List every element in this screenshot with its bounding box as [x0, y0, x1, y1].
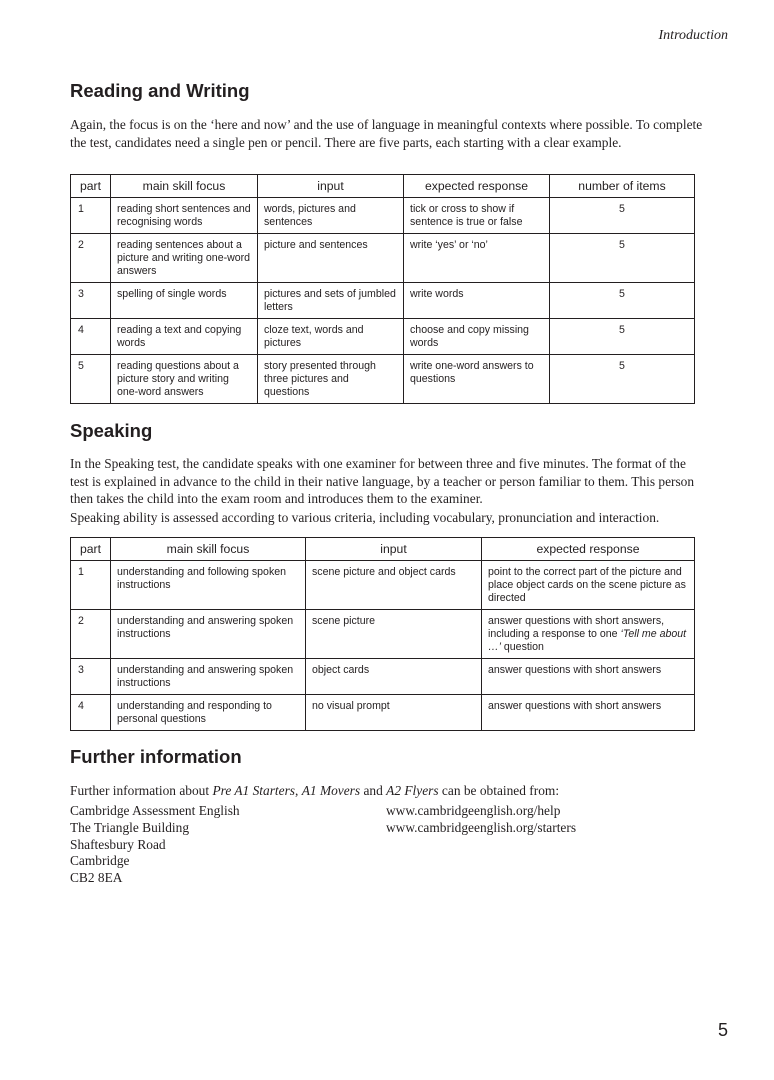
table-row	[71, 695, 695, 731]
table-row	[71, 610, 695, 659]
table-header-row	[71, 538, 695, 561]
cell-skill: reading sentences about a picture and writing one-word answers	[111, 234, 258, 283]
cell-part: 1	[71, 561, 111, 610]
cell-items: 5	[550, 319, 695, 355]
cell-part: 4	[71, 319, 111, 355]
further-intro-text: Further information about	[70, 783, 213, 798]
section-title-speaking: Speaking	[70, 420, 153, 441]
cell-skill: reading a text and copying words	[111, 319, 258, 355]
header-main-skill-focus: main skill focus	[111, 175, 258, 198]
section-title-further-information: Further information	[70, 746, 242, 767]
cell-part: 2	[71, 610, 111, 659]
exam-name-movers: A1 Movers	[301, 783, 361, 798]
table-row	[71, 198, 695, 234]
cell-part: 3	[71, 659, 111, 695]
cell-input: cloze text, words and pictures	[258, 319, 404, 355]
cell-response: write ‘yes’ or ‘no’	[404, 234, 550, 283]
cell-skill: understanding and following spoken instructions	[111, 561, 306, 610]
table-row	[71, 283, 695, 319]
page-number: 5	[717, 1020, 728, 1040]
cell-response: answer questions with short answers	[482, 659, 695, 695]
cell-part: 2	[71, 234, 111, 283]
header-expected-response: expected response	[482, 538, 695, 561]
address-line: The Triangle Building	[70, 819, 190, 835]
header-input: input	[306, 538, 482, 561]
cell-input: words, pictures and sentences	[258, 198, 404, 234]
table-row	[71, 319, 695, 355]
cell-skill: reading short sentences and recognising words	[111, 198, 258, 234]
table-row	[71, 355, 695, 404]
reading-writing-table	[70, 174, 695, 404]
table-row	[71, 561, 695, 610]
cell-items: 5	[550, 198, 695, 234]
cell-input: picture and sentences	[258, 234, 404, 283]
header-main-skill-focus: main skill focus	[111, 538, 306, 561]
further-intro	[70, 782, 706, 800]
cell-response: write one-word answers to questions	[404, 355, 550, 404]
response-text: answer questions with short answers, including a response to one	[488, 615, 665, 640]
help-link[interactable]: www.cambridgeenglish.org/help	[386, 803, 561, 818]
cell-input: no visual prompt	[306, 695, 482, 731]
speaking-intro: In the Speaking test, the candidate speaks with one examiner for between three and five minutes. The format of the test is explained in advance to the child in their native language, by a teacher or person familiar to them. This person then takes the child into the exam room and introduces them to the examiner.	[70, 456, 695, 507]
cell-response: write words	[404, 283, 550, 319]
cell-input: story presented through three pictures and questions	[258, 355, 404, 404]
table-header-row	[71, 175, 695, 198]
cell-items: 5	[550, 283, 695, 319]
table-row	[71, 659, 695, 695]
table-row	[71, 234, 695, 283]
cell-skill: understanding and answering spoken instructions	[111, 659, 306, 695]
cell-skill: reading questions about a picture story and writing one-word answers	[111, 355, 258, 404]
cell-items: 5	[550, 355, 695, 404]
address-line: Cambridge Assessment English	[70, 803, 240, 818]
address-line: Cambridge	[70, 853, 130, 869]
cell-skill: spelling of single words	[111, 283, 258, 319]
cell-part: 3	[71, 283, 111, 319]
response-text-end: question	[500, 641, 544, 653]
cell-skill: understanding and answering spoken instructions	[111, 610, 306, 659]
cell-response: point to the correct part of the picture and place object cards on the scene picture as directed	[482, 561, 695, 610]
cell-input: scene picture	[306, 610, 482, 659]
exam-name-starters: Pre A1 Starters	[212, 783, 296, 798]
cell-input: pictures and sets of jumbled letters	[258, 283, 404, 319]
web-links	[386, 803, 576, 837]
cell-skill: understanding and responding to personal questions	[111, 695, 306, 731]
cell-input: object cards	[306, 659, 482, 695]
cell-items: 5	[550, 234, 695, 283]
header-number-of-items: number of items	[550, 175, 695, 198]
further-intro-text-end: can be obtained from:	[438, 783, 560, 798]
running-header: Introduction	[658, 28, 728, 43]
cell-response: answer questions with short answers	[482, 695, 695, 731]
separator: ,	[295, 783, 302, 798]
header-part: part	[71, 538, 111, 561]
response-italic-text: ‘Tell me about …’	[488, 628, 687, 653]
exam-name-flyers: A2 Flyers	[386, 783, 439, 798]
cell-part: 5	[71, 355, 111, 404]
speaking-table	[70, 537, 695, 731]
reading-writing-intro: Again, the focus is on the ‘here and now’ and the use of language in meaningful contexts where possible. To complete the test, candidates need a single pen or pencil. There are five parts, each starting with a clear example.	[70, 117, 703, 150]
cell-response	[482, 610, 695, 659]
header-input: input	[258, 175, 404, 198]
cell-part: 4	[71, 695, 111, 731]
speaking-criteria: Speaking ability is assessed according to various criteria, including vocabulary, pronunciation and interaction.	[70, 510, 660, 525]
starters-link[interactable]: www.cambridgeenglish.org/starters	[386, 819, 577, 835]
postal-address	[70, 803, 240, 887]
header-part: part	[71, 175, 111, 198]
cell-response: choose and copy missing words	[404, 319, 550, 355]
cell-response: tick or cross to show if sentence is true or false	[404, 198, 550, 234]
separator: and	[360, 783, 387, 798]
address-line: CB2 8EA	[70, 870, 123, 886]
cell-input: scene picture and object cards	[306, 561, 482, 610]
cell-part: 1	[71, 198, 111, 234]
header-expected-response: expected response	[404, 175, 550, 198]
address-line: Shaftesbury Road	[70, 836, 166, 852]
section-title-reading-writing: Reading and Writing	[70, 80, 250, 101]
